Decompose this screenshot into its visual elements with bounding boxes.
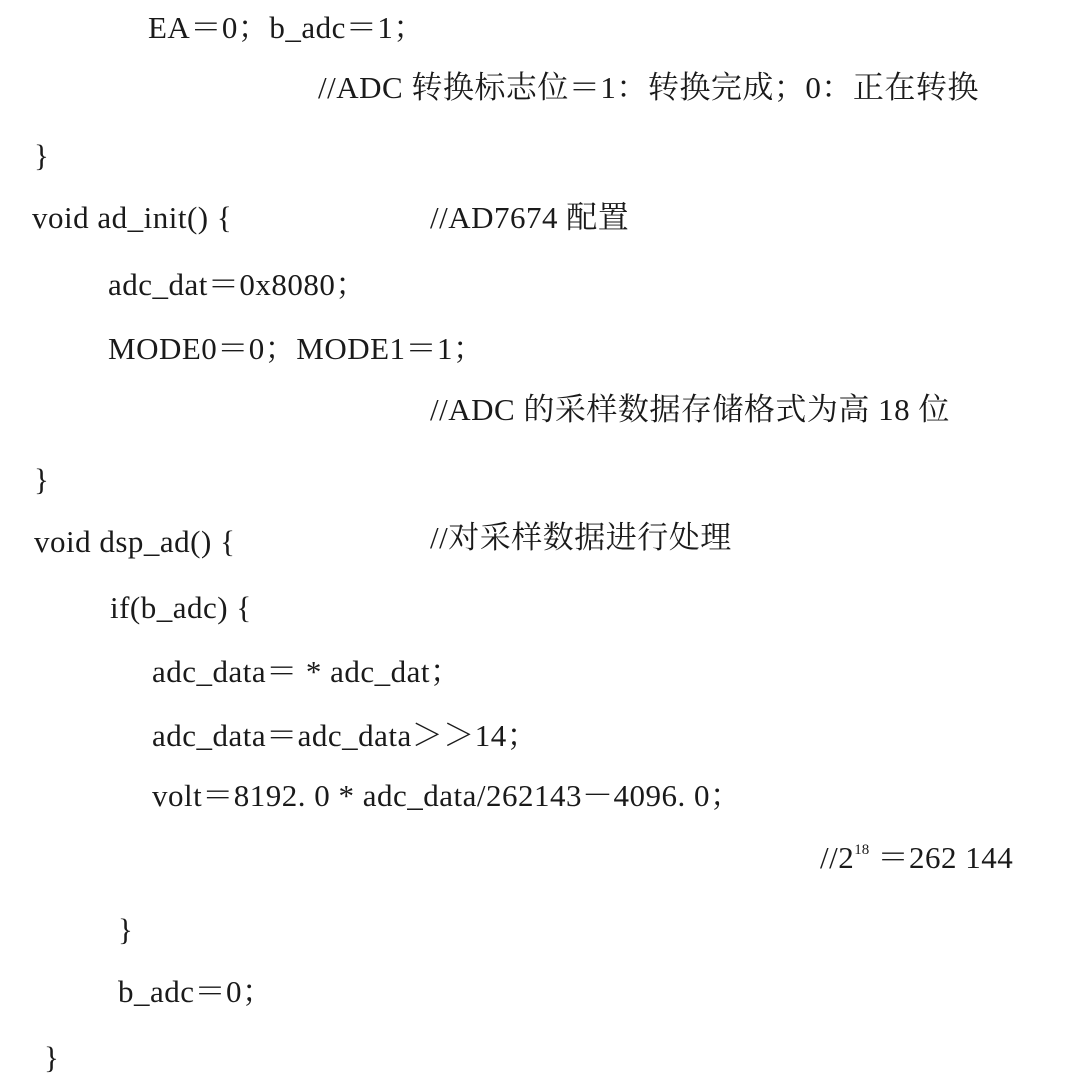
code-line-volt: volt＝8192. 0 * adc_data/262143－4096. 0； [152,778,742,813]
comment-adc-flag: //ADC 转换标志位＝1：转换完成；0：正在转换 [318,70,979,105]
code-line-badc-reset: b_adc＝0； [118,974,274,1009]
comment-process-data: //对采样数据进行处理 [430,520,732,555]
code-line-if-badc: if(b_adc) { [110,590,252,625]
closing-brace: } [34,462,50,497]
comment-power-exponent: 18 [854,842,870,858]
code-line-adc-dat: adc_dat＝0x8080； [108,267,367,302]
comment-sample-format: //ADC 的采样数据存储格式为高 18 位 [430,392,950,427]
closing-brace: } [44,1040,60,1075]
comment-power-of-two [820,838,1013,884]
code-line-adc-data-shift: adc_data＝adc_data＞＞14； [152,718,539,753]
func-decl-ad-init: void ad_init() { [32,200,233,235]
code-line-mode: MODE0＝0；MODE1＝1； [108,331,485,366]
code-line-ea-badc: EA＝0；b_adc＝1； [148,10,425,45]
code-line-adc-data-read: adc_data＝ * adc_dat； [152,654,462,689]
comment-power-base: //2 [820,840,855,875]
closing-brace: } [118,912,134,947]
comment-ad7674-config: //AD7674 配置 [430,200,630,235]
func-decl-dsp-ad: void dsp_ad() { [34,524,236,559]
comment-power-result: ＝262 144 [869,840,1014,875]
closing-brace: } [34,138,50,173]
